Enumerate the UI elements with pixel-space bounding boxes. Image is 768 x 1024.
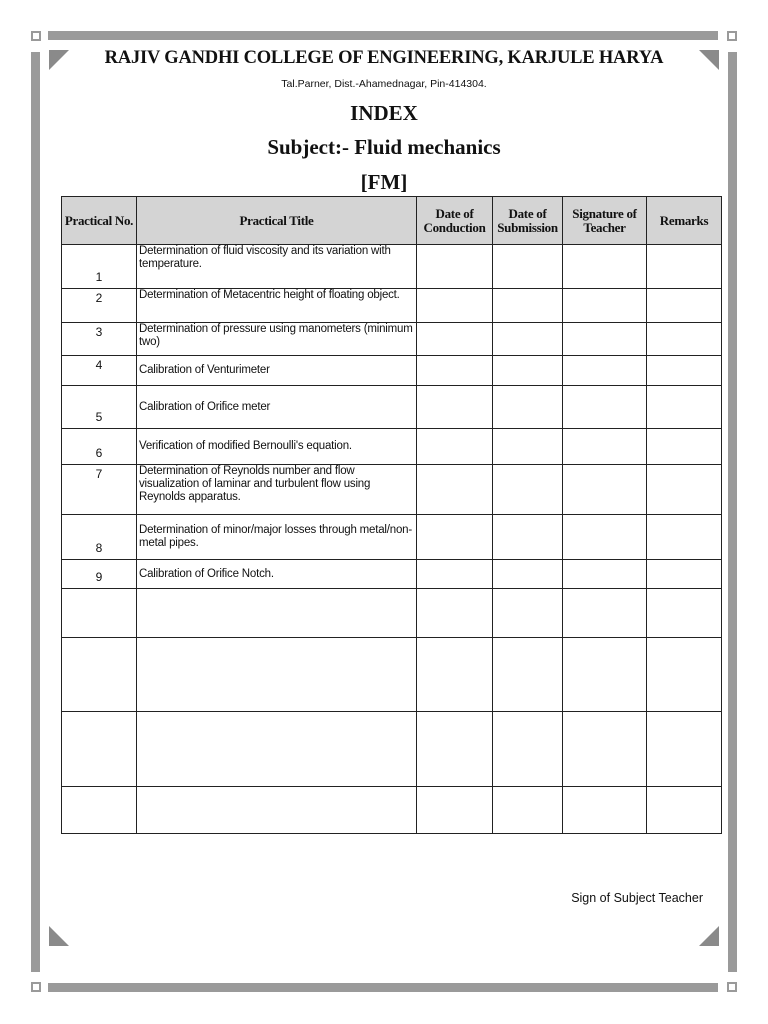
teacher-signature-cell	[563, 429, 647, 465]
remarks-cell	[647, 560, 722, 589]
college-address: Tal.Parner, Dist.-Ahamednagar, Pin-414304.	[281, 78, 487, 90]
teacher-signature-cell	[563, 356, 647, 386]
remarks-cell	[647, 787, 722, 834]
practical-number: 2	[62, 289, 137, 323]
practical-title	[137, 638, 417, 712]
table-row	[62, 245, 722, 289]
practical-title: Determination of minor/major losses through metal/non-metal pipes.	[137, 515, 417, 560]
remarks-cell	[647, 289, 722, 323]
date-of-submission-cell	[493, 386, 563, 429]
college-name: RAJIV GANDHI COLLEGE OF ENGINEERING, KARJULE HARYA	[104, 48, 664, 68]
practical-number: 6	[62, 429, 137, 465]
teacher-signature-cell	[563, 787, 647, 834]
date-of-submission-cell	[493, 323, 563, 356]
practical-number: 3	[62, 323, 137, 356]
teacher-signature-cell	[563, 638, 647, 712]
corner-mark-top-right	[727, 31, 737, 41]
remarks-cell	[647, 638, 722, 712]
practical-number	[62, 638, 137, 712]
date-of-submission-cell	[493, 465, 563, 515]
remarks-cell	[647, 429, 722, 465]
corner-mark-bottom-left	[31, 982, 41, 992]
remarks-cell	[647, 465, 722, 515]
date-of-conduction-cell	[417, 560, 493, 589]
date-of-submission-cell	[493, 429, 563, 465]
date-of-submission-cell	[493, 712, 563, 787]
practical-title: Verification of modified Bernoulli's equation.	[137, 429, 417, 465]
page-title: INDEX	[350, 101, 418, 125]
column-header-date-of-submission: Date of Submission	[493, 197, 563, 245]
practical-title: Calibration of Venturimeter	[137, 356, 417, 386]
remarks-cell	[647, 323, 722, 356]
date-of-conduction-cell	[417, 787, 493, 834]
remarks-cell	[647, 515, 722, 560]
table-row	[62, 323, 722, 356]
teacher-signature-cell	[563, 245, 647, 289]
remarks-cell	[647, 356, 722, 386]
table-row-empty	[62, 712, 722, 787]
date-of-conduction-cell	[417, 589, 493, 638]
practical-number: 8	[62, 515, 137, 560]
table-row-empty	[62, 589, 722, 638]
date-of-submission-cell	[493, 787, 563, 834]
date-of-submission-cell	[493, 589, 563, 638]
teacher-signature-cell	[563, 560, 647, 589]
date-of-conduction-cell	[417, 356, 493, 386]
practical-title: Calibration of Orifice Notch.	[137, 560, 417, 589]
practical-title: Determination of Metacentric height of floating object.	[137, 289, 417, 323]
date-of-conduction-cell	[417, 712, 493, 787]
practical-title: Determination of pressure using manometers (minimum two)	[137, 323, 417, 356]
column-header-practical-title: Practical Title	[137, 197, 417, 245]
practical-index-table	[61, 196, 722, 834]
teacher-signature-cell	[563, 712, 647, 787]
date-of-conduction-cell	[417, 289, 493, 323]
date-of-conduction-cell	[417, 323, 493, 356]
teacher-signature-cell	[563, 323, 647, 356]
practical-title: Determination of fluid viscosity and its variation with temperature.	[137, 245, 417, 289]
remarks-cell	[647, 589, 722, 638]
column-header-date-of-conduction: Date of Conduction	[417, 197, 493, 245]
corner-triangle-icon	[699, 926, 719, 946]
date-of-submission-cell	[493, 515, 563, 560]
practical-number	[62, 712, 137, 787]
table-row-empty	[62, 638, 722, 712]
date-of-submission-cell	[493, 356, 563, 386]
practical-number	[62, 589, 137, 638]
corner-triangle-icon	[49, 926, 69, 946]
date-of-conduction-cell	[417, 515, 493, 560]
subject-code: [FM]	[360, 170, 408, 194]
date-of-submission-cell	[493, 289, 563, 323]
date-of-submission-cell	[493, 638, 563, 712]
corner-mark-bottom-right	[727, 982, 737, 992]
column-header-practical-no: Practical No.	[62, 197, 137, 245]
teacher-signature-cell	[563, 289, 647, 323]
date-of-conduction-cell	[417, 386, 493, 429]
remarks-cell	[647, 386, 722, 429]
teacher-signature-cell	[563, 515, 647, 560]
date-of-conduction-cell	[417, 245, 493, 289]
practical-number: 1	[62, 245, 137, 289]
practical-title: Determination of Reynolds number and flow visualization of laminar and turbulent flow using Reynolds apparatus.	[137, 465, 417, 515]
table-row-empty	[62, 787, 722, 834]
date-of-conduction-cell	[417, 429, 493, 465]
date-of-submission-cell	[493, 245, 563, 289]
table-row	[62, 515, 722, 560]
page-border-top	[48, 31, 718, 40]
table-row	[62, 356, 722, 386]
corner-mark-top-left	[31, 31, 41, 41]
date-of-submission-cell	[493, 560, 563, 589]
table-row	[62, 465, 722, 515]
table-row	[62, 289, 722, 323]
practical-number	[62, 787, 137, 834]
date-of-conduction-cell	[417, 465, 493, 515]
teacher-sign-label: Sign of Subject Teacher	[571, 891, 703, 905]
practical-title	[137, 787, 417, 834]
practical-number: 4	[62, 356, 137, 386]
table-header-row	[62, 197, 722, 245]
subject-title: Subject:- Fluid mechanics	[267, 135, 501, 159]
date-of-conduction-cell	[417, 638, 493, 712]
practical-title	[137, 589, 417, 638]
page-border-bottom	[48, 983, 718, 992]
teacher-signature-cell	[563, 589, 647, 638]
column-header-remarks: Remarks	[647, 197, 722, 245]
table-row	[62, 429, 722, 465]
remarks-cell	[647, 712, 722, 787]
practical-number: 7	[62, 465, 137, 515]
table-row	[62, 560, 722, 589]
column-header-signature-of-teacher: Signature of Teacher	[563, 197, 647, 245]
table-row	[62, 386, 722, 429]
practical-number: 9	[62, 560, 137, 589]
teacher-signature-cell	[563, 386, 647, 429]
practical-title: Calibration of Orifice meter	[137, 386, 417, 429]
practical-number: 5	[62, 386, 137, 429]
teacher-signature-cell	[563, 465, 647, 515]
remarks-cell	[647, 245, 722, 289]
practical-title	[137, 712, 417, 787]
